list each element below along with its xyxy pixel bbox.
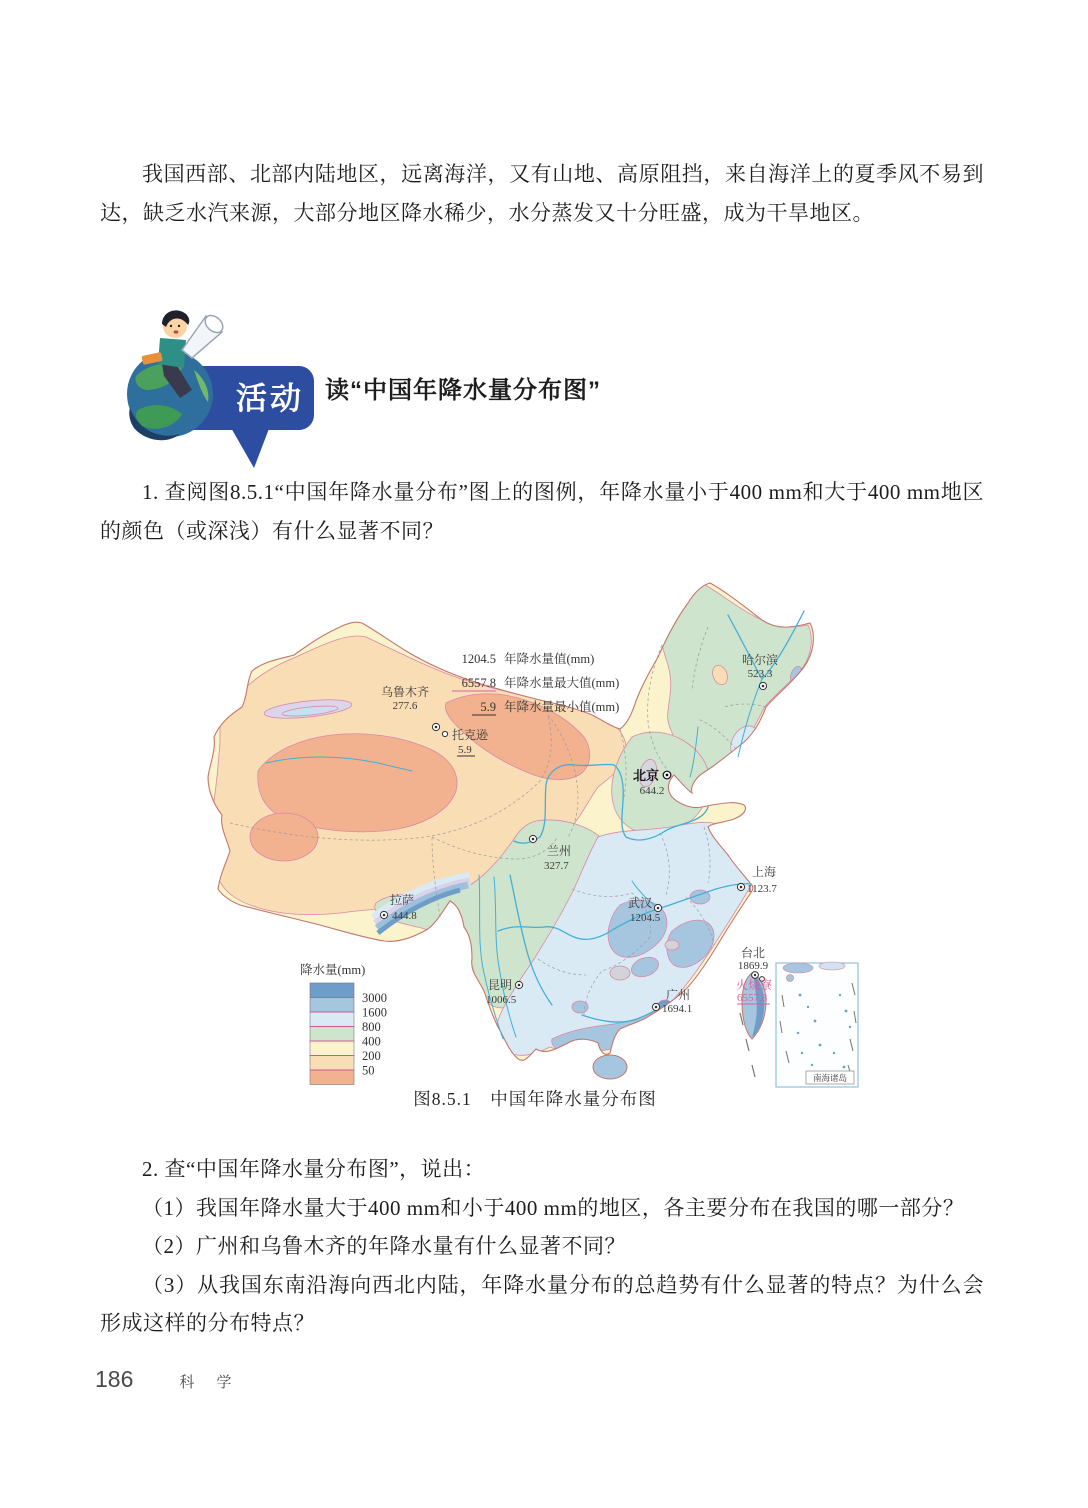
city-huoshaoliao (736, 977, 772, 1004)
svg-text:上海: 上海 (752, 865, 777, 879)
legend-swatch (310, 1056, 354, 1071)
svg-text:拉萨: 拉萨 (390, 893, 415, 907)
svg-text:火烧寮: 火烧寮 (736, 978, 773, 992)
legend-value: 200 (362, 1049, 381, 1063)
china-precipitation-map (200, 575, 870, 1090)
page-footer (95, 1366, 241, 1393)
legend-value: 50 (362, 1063, 375, 1078)
svg-text:277.6: 277.6 (392, 700, 418, 712)
question-2-block (100, 1150, 984, 1343)
svg-text:台北: 台北 (740, 946, 766, 960)
speech-bubble-tail (230, 426, 270, 468)
svg-text:444.8: 444.8 (392, 910, 417, 922)
question-1: 1. 查阅图8.5.1“中国年降水量分布”图上的图例，年降水量小于400 mm和大于400 mm地区的颜色（或深浅）有什么显著不同？ (100, 480, 984, 543)
legend-swatch (310, 998, 354, 1013)
activity-badge-label: 活动 (236, 381, 304, 416)
key-value-min: 5.9 (480, 700, 496, 714)
svg-text:武汉: 武汉 (628, 896, 653, 910)
book-title: 科 学 (179, 1374, 241, 1391)
svg-text:昆明: 昆明 (488, 978, 513, 992)
key-value-max: 6557.8 (461, 676, 496, 690)
legend-swatch (310, 1027, 354, 1042)
legend-swatch (310, 1041, 354, 1056)
legend-title: 降水量(mm) (300, 963, 366, 977)
svg-text:乌鲁木齐: 乌鲁木齐 (380, 685, 430, 699)
svg-text:1869.9: 1869.9 (737, 960, 769, 972)
svg-text:1694.1: 1694.1 (662, 1003, 693, 1015)
svg-text:644.2: 644.2 (639, 785, 665, 797)
svg-text:523.3: 523.3 (747, 668, 773, 680)
legend-value: 400 (362, 1034, 381, 1049)
svg-text:北京: 北京 (632, 768, 660, 783)
map-legend (300, 962, 387, 1085)
activity-title: 读“中国年降水量分布图” (325, 377, 601, 404)
question-2-item-2: （2）广州和乌鲁木齐的年降水量有什么显著不同？ (142, 1234, 626, 1258)
svg-text:1123.7: 1123.7 (747, 883, 777, 895)
question-2-item-3: （3）从我国东南沿海向西北内陆，年降水量分布的总趋势有什么显著的特点？为什么会形成这样的分布特点？ (100, 1272, 984, 1335)
question-2-lead: 2. 查“中国年降水量分布图”，说出： (142, 1157, 486, 1181)
inset-label: 南海诸岛 (812, 1073, 848, 1083)
mascot-jacket (158, 338, 186, 368)
city-taipei (738, 946, 769, 981)
svg-text:1006.5: 1006.5 (486, 994, 517, 1006)
legend-swatch (310, 1012, 354, 1027)
svg-text:6557.8: 6557.8 (737, 992, 768, 1004)
legend-value: 800 (362, 1020, 381, 1034)
legend-swatch (310, 983, 354, 998)
key-value-normal: 1204.5 (461, 652, 496, 666)
svg-text:兰州: 兰州 (547, 844, 572, 858)
svg-text:托克逊: 托克逊 (452, 728, 489, 742)
svg-text:5.9: 5.9 (458, 744, 472, 756)
figure-caption: 图8.5.1 中国年降水量分布图 (413, 1089, 657, 1109)
svg-text:327.7: 327.7 (544, 860, 569, 872)
svg-text:哈尔滨: 哈尔滨 (741, 653, 779, 667)
south-china-sea-inset (776, 962, 858, 1087)
page-number: 186 (95, 1366, 134, 1392)
legend-value: 3000 (362, 991, 387, 1005)
legend-swatch (310, 1070, 354, 1085)
question-2-item-1: （1）我国年降水量大于400 mm和小于400 mm的地区，各主要分布在我国的哪一部分？ (142, 1195, 965, 1220)
hainan-island (593, 1055, 627, 1079)
svg-text:广州: 广州 (666, 988, 691, 1002)
legend-value: 1600 (362, 1005, 387, 1020)
key-label-max: 年降水量最大值(mm) (504, 676, 620, 690)
svg-text:1204.5: 1204.5 (630, 912, 661, 924)
key-label-normal: 年降水量值(mm) (504, 652, 595, 666)
intro-paragraph: 我国西部、北部内陆地区，远离海洋，又有山地、高原阻挡，来自海洋上的夏季风不易到达，缺乏水汽来源，大部分地区降水稀少，水分蒸发又十分旺盛，成为干旱地区。 (100, 162, 984, 225)
key-label-min: 年降水量最小值(mm) (504, 700, 620, 714)
activity-badge (118, 298, 333, 478)
